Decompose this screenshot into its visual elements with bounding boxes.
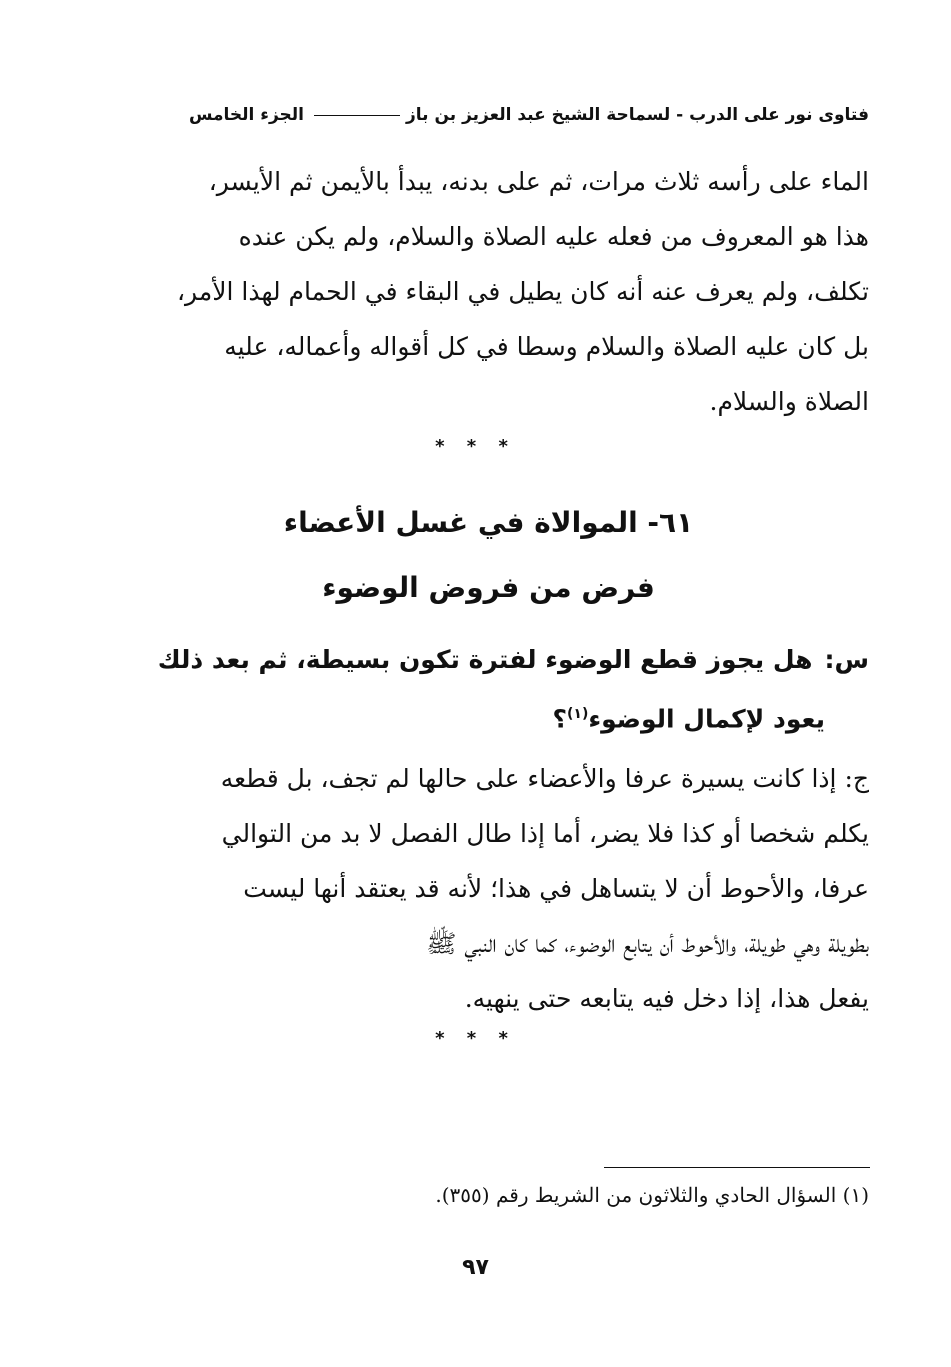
question-line-2 (108, 687, 869, 746)
running-header (108, 101, 869, 129)
paragraph-1-line: هذا هو المعروف من فعله عليه الصلاة والسلام، ولم يكن عنده (238, 222, 869, 251)
header-book-title: فتاوى نور على الدرب - لسماحة الشيخ عبد العزيز بن باز (406, 105, 869, 125)
answer-line: بطويلة وهي طويلة، والأحوط أن يتابع الوضوء، كما كان النبي ﷺ (426, 929, 869, 958)
header-volume: الجزء الخامس (188, 105, 304, 125)
page-number: ٩٧ (462, 1255, 489, 1280)
paragraph-1-line: الصلاة والسلام. (709, 387, 869, 416)
footnote: (١) السؤال الحادي والثلاثون من الشريط رقم (٣٥٥). (435, 1183, 869, 1207)
answer-block (108, 751, 869, 1026)
answer-line: يفعل هذا، إذا دخل فيه يتابعه حتى ينهيه. (464, 984, 869, 1013)
question-label: س: (824, 645, 869, 674)
paragraph-1 (108, 154, 869, 429)
answer-line: يكلم شخصا أو كذا فلا يضر، أما إذا طال الفصل لا بد من التوالي (221, 819, 869, 848)
answer-line: ج: إذا كانت يسيرة عرفا والأعضاء على حالها لم تجف، بل قطعه (220, 764, 869, 793)
paragraph-1-line: تكلف، ولم يعرف عنه أنه كان يطيل في البقاء في الحمام لهذا الأمر، (176, 277, 869, 306)
section-separator: * * * (435, 436, 516, 457)
question-block (108, 632, 869, 746)
question-text-1: هل يجوز قطع الوضوء لفترة تكون بسيطة، ثم بعد ذلك (157, 645, 813, 674)
section-title-line-1: ٦١- الموالاة في غسل الأعضاء (283, 506, 694, 539)
footnote-rule (604, 1167, 870, 1168)
footnote-reference[interactable]: (١) (566, 706, 589, 722)
paragraph-1-line: بل كان عليه الصلاة والسلام وسطا في كل أقواله وأعماله، عليه (224, 332, 869, 361)
question-mark: ؟ (552, 704, 567, 734)
question-line-1 (108, 632, 869, 687)
answer-line: عرفا، والأحوط أن لا يتساهل في هذا؛ لأنه قد يعتقد أنها ليست (243, 874, 869, 903)
question-text-2: يعود لإكمال الوضوء (588, 704, 825, 734)
section-title-line-2: فرض من فروض الوضوء (322, 571, 655, 604)
header-rule (314, 115, 400, 116)
paragraph-1-line: الماء على رأسه ثلاث مرات، ثم على بدنه، يبدأ بالأيمن ثم الأيسر، (208, 167, 869, 196)
section-separator: * * * (435, 1028, 516, 1049)
